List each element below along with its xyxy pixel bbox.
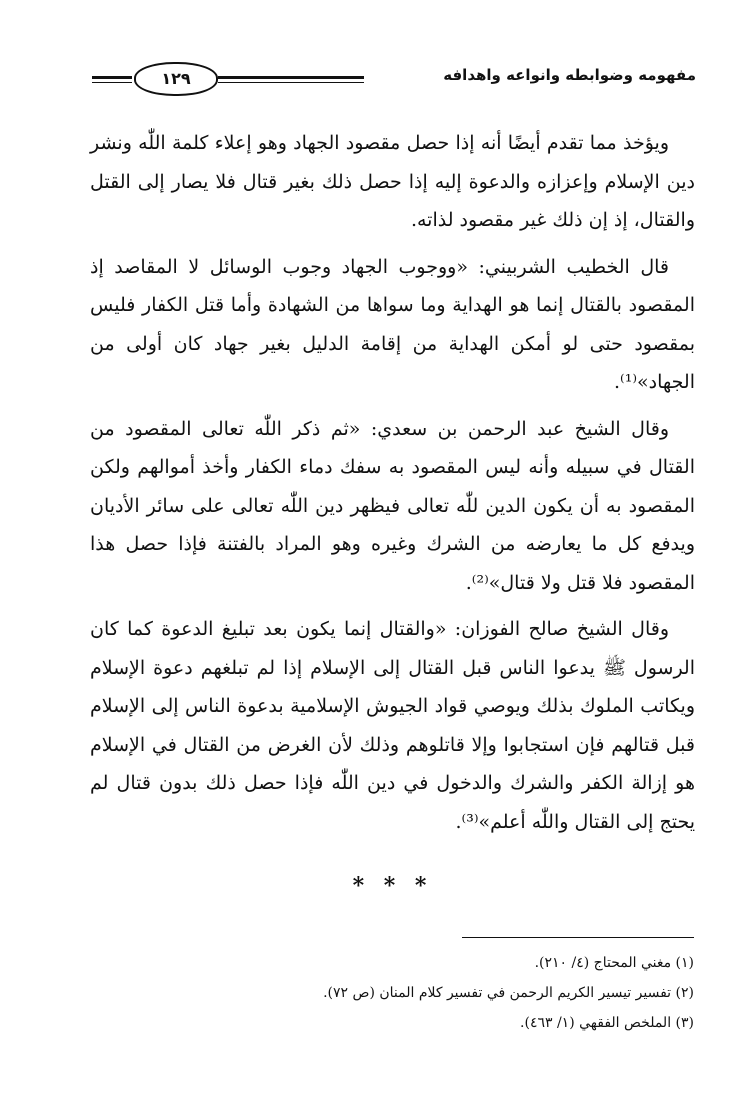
paragraph-4: وقال الشيخ صالح الفوزان: «والقتال إنما يكون بعد تبليغ الدعوة كما كان الرسول ﷺ يدعوا الناس قبل القتال إلى الإسلام إذا لم تبلغهم دعوة الإسلام ويكاتب الملوك بذلك ويوصي قواد الجيوش الإسلامية بدعوة الناس إلى الإسلام قبل قتالهم فإن استجابوا وإلا قاتلوهم وذلك لأن الغرض من القتال في الإسلام هو إزالة الكفر والشرك والدخول في دين اللّٰه فإذا حصل ذلك بدون قتال لم يحتج إلى القتال واللّٰه أعلم»⁽³⁾. (90, 618, 695, 833)
header-rule-middle (218, 76, 364, 79)
paragraph-2: قال الخطيب الشربيني: «ووجوب الجهاد وجوب الوسائل لا المقاصد إذ المقصود بالقتال إنما هو الهداية وما سواها من الشهادة وأما قتل الكفار فليس بمقصود حتى لو أمكن الهداية من إقامة الدليل بغير جهاد كان أولى من الجهاد»⁽¹⁾. (90, 255, 695, 393)
footnote-3: (٣) الملخص الفقهي (١/ ٤٦٣). (520, 1015, 694, 1031)
running-title: مفهومه وضوابطه وانواعه واهدافه (443, 66, 696, 84)
section-separator: * * * (352, 873, 433, 899)
paragraph-1: ويؤخذ مما تقدم أيضًا أنه إذا حصل مقصود الجهاد وهو إعلاء كلمة اللّٰه ونشر دين الإسلام وإعزازه والدعوة إليه إذا حصل ذلك بغير قتال فلا يصار إلى القتل والقتال، إذ إن ذلك غير مقصود لذاته. (90, 132, 695, 231)
footnote-2: (٢) تفسير تيسير الكريم الرحمن في تفسير كلام المنان (ص ٧٢). (323, 985, 694, 1001)
page-header (92, 58, 696, 98)
footnote-1: (١) مغني المحتاج (٤/ ٢١٠). (534, 955, 694, 971)
footnote-divider (462, 937, 694, 938)
footnotes (90, 948, 694, 1038)
page-number-badge: ١٢٩ (134, 62, 218, 96)
header-rule-left (92, 76, 132, 79)
body-text (90, 124, 695, 906)
paragraph-3: وقال الشيخ عبد الرحمن بن سعدي: «ثم ذكر اللّٰه تعالى المقصود من القتال في سبيله وأنه ليس المقصود به سفك دماء الكفار وأخذ أموالهم ولكن المقصود به أن يكون الدين للّٰه تعالى فيظهر دين اللّٰه تعالى على سائر الأديان ويدفع كل ما يعارضه من الشرك وغيره وهو المراد بالفتنة فإذا حصل هذا المقصود فلا قتل ولا قتال»⁽²⁾. (90, 417, 695, 594)
